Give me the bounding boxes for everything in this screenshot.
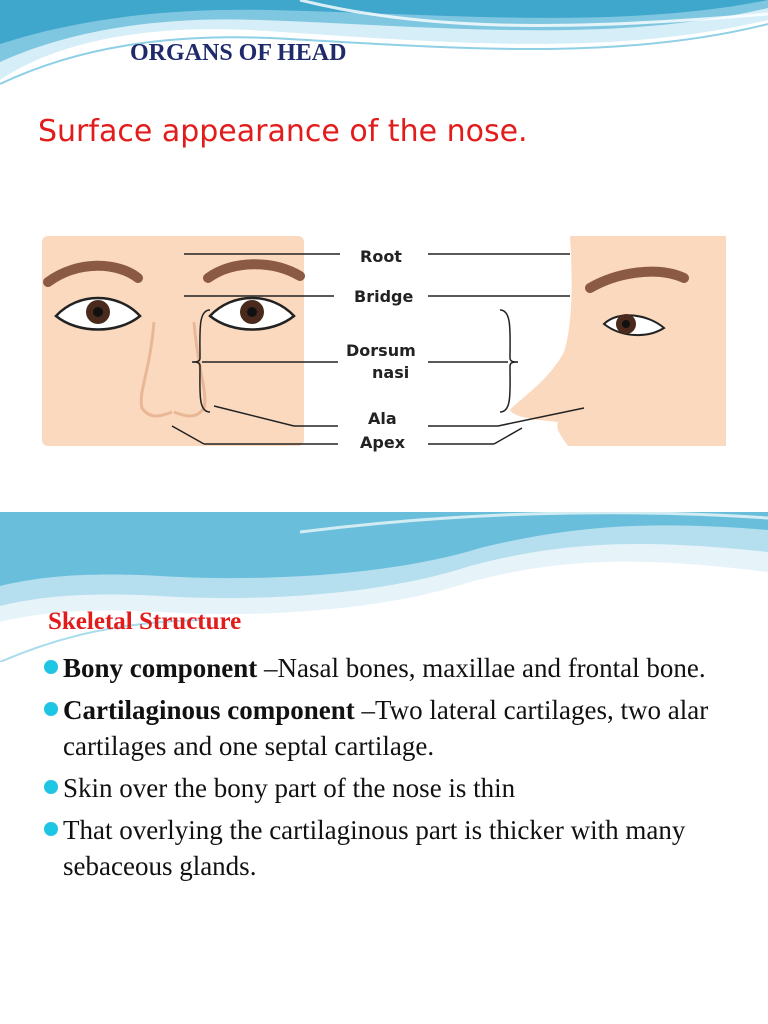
label-root: Root	[360, 247, 402, 266]
list-item	[44, 812, 734, 884]
section-heading: Skeletal Structure	[48, 608, 242, 635]
side-face-illustration	[510, 236, 726, 446]
list-item	[44, 692, 734, 764]
label-ala: Ala	[368, 409, 397, 428]
bullet-dot-icon	[44, 660, 58, 674]
list-item	[44, 770, 734, 806]
label-apex: Apex	[360, 433, 406, 452]
bullet-dot-icon	[44, 702, 58, 716]
nose-diagram	[38, 232, 732, 462]
wave-decoration	[0, 512, 768, 662]
bullet-bold: Bony component	[63, 653, 258, 683]
section-heading: ORGANS OF HEAD	[130, 40, 347, 66]
bullet-list	[44, 650, 734, 890]
bullet-text: That overlying the cartilaginous part is thicker with many sebaceous glands.	[63, 815, 686, 881]
label-dorsum: Dorsum	[346, 341, 416, 360]
bullet-dot-icon	[44, 780, 58, 794]
wave-decoration	[0, 0, 768, 110]
bullet-text: –Two lateral cartilages, two alar cartilages and one septal cartilage.	[63, 695, 709, 761]
label-bridge: Bridge	[354, 287, 414, 306]
front-face-illustration	[42, 236, 304, 446]
list-item	[44, 650, 734, 686]
bullet-dot-icon	[44, 822, 58, 836]
bullet-bold: Cartilaginous component	[63, 695, 355, 725]
label-nasi: nasi	[372, 363, 410, 382]
bullet-text: Skin over the bony part of the nose is thin	[63, 773, 516, 803]
bullet-text: –Nasal bones, maxillae and frontal bone.	[257, 653, 706, 683]
slide-2	[0, 512, 768, 1024]
slide-title: Surface appearance of the nose.	[38, 114, 528, 149]
